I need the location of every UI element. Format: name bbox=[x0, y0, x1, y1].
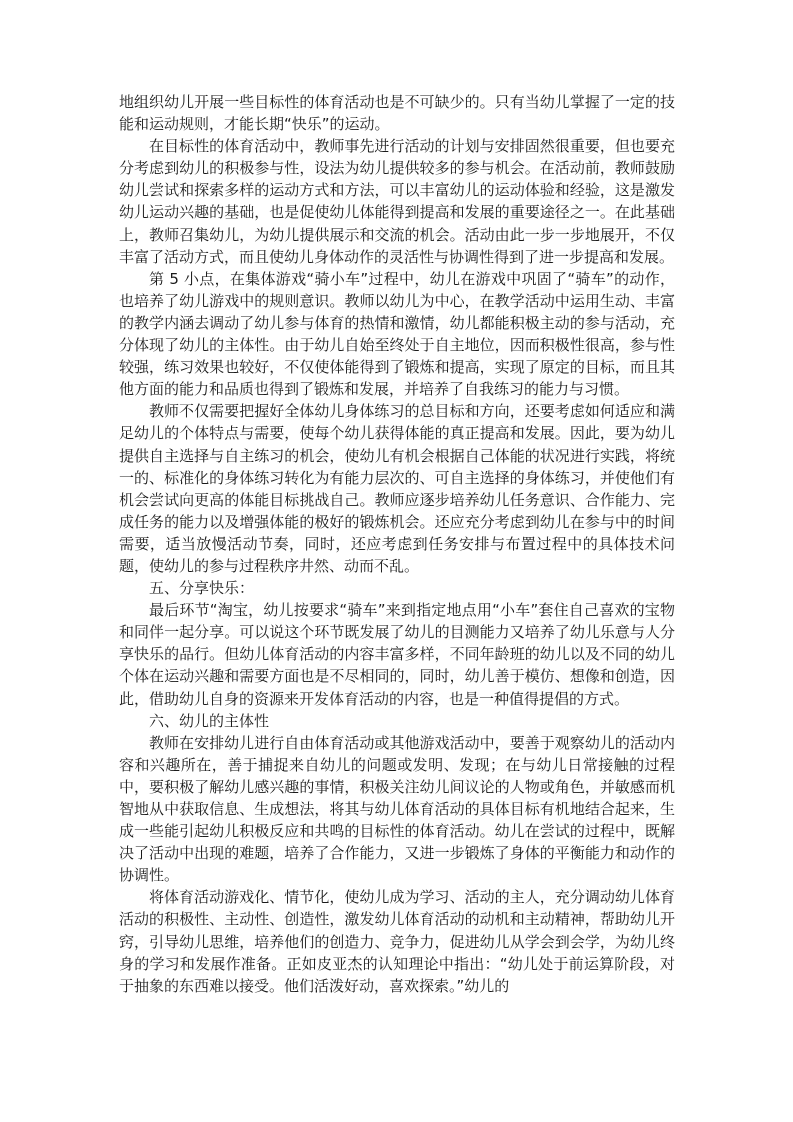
paragraph-7: 将体育活动游戏化、情节化，使幼儿成为学习、活动的主人，充分调动幼儿体育活动的积极性、主动性、创造性，激发幼儿体育活动的动机和主动精神，帮助幼儿开窍，引导幼儿思维，培养他们的创造力、竞争力，促进幼儿从学会到会学，为幼儿终身的学习和发展作准备。正如皮亚杰的认知理论中指出：“幼儿处于前运算阶段，对于抽象的东西难以接受。他们活泼好动，喜欢探索。”幼儿的 bbox=[119, 888, 675, 995]
paragraph-3: 第 5 小点，在集体游戏“骑小车”过程中，幼儿在游戏中巩固了“骑车”的动作，也培养了幼儿游戏中的规则意识。教师以幼儿为中心，在教学活动中运用生动、丰富的教学内涵去调动了幼儿参与体育的热情和激情，幼儿都能积极主动的参与活动，充分体现了幼儿的主体性。由于幼儿自始至终处于自主地位，因而积极性很高，参与性较强，练习效果也较好，不仅使体能得到了锻炼和提高，实现了原定的目标，而且其他方面的能力和品质也得到了锻炼和发展，并培养了自我练习的能力与习惯。 bbox=[119, 269, 675, 399]
document-page bbox=[119, 91, 675, 997]
paragraph-6: 教师在安排幼儿进行自由体育活动或其他游戏活动中，要善于观察幼儿的活动内容和兴趣所在，善于捕捉来自幼儿的问题或发明、发现；在与幼儿日常接触的过程中，要积极了解幼儿感兴趣的事情，积极关注幼儿间议论的人物或角色，并敏感而机智地从中获取信息、生成想法，将其与幼儿体育活动的具体目标有机地结合起来，生成一些能引起幼儿积极反应和共鸣的目标性的体育活动。幼儿在尝试的过程中，既解决了活动中出现的难题，培养了合作能力，又进一步锻炼了身体的平衡能力和动作的协调性。 bbox=[119, 733, 675, 885]
paragraph-5: 最后环节“淘宝，幼儿按要求“骑车”来到指定地点用“小车”套住自己喜欢的宝物和同伴一起分享。可以说这个环节既发展了幼儿的目测能力又培养了幼儿乐意与人分享快乐的品行。但幼儿体育活动的内容丰富多样，不同年龄班的幼儿以及不同的幼儿个体在运动兴趣和需要方面也是不尽相同的，同时，幼儿善于模仿、想像和创造，因此，借助幼儿自身的资源来开发体育活动的内容，也是一种值得提倡的方式。 bbox=[119, 601, 675, 708]
section-heading-6: 六、幼儿的主体性 bbox=[149, 711, 270, 730]
paragraph-4: 教师不仅需要把握好全体幼儿身体练习的总目标和方向，还要考虑如何适应和满足幼儿的个体特点与需要，使每个幼儿获得体能的真正提高和发展。因此，要为幼儿提供自主选择与自主练习的机会，使幼儿有机会根据自己体能的状况进行实践，将统一的、标准化的身体练习转化为有能力层次的、可自主选择的身体练习，并使他们有机会尝试向更高的体能目标挑战自己。教师应逐步培养幼儿任务意识、合作能力、完成任务的能力以及增强体能的极好的锻炼机会。还应充分考虑到幼儿在参与中的时间需要，适当放慢活动节奏，同时，还应考虑到任务安排与布置过程中的具体技术问题，使幼儿的参与过程秩序井然、动而不乱。 bbox=[119, 402, 675, 575]
section-heading-5: 五、分享快乐： bbox=[149, 579, 255, 598]
paragraph-1: 地组织幼儿开展一些目标性的体育活动也是不可缺少的。只有当幼儿掌握了一定的技能和运动规则，才能长期“快乐”的运动。 bbox=[119, 93, 675, 134]
paragraph-2: 在目标性的体育活动中，教师事先进行活动的计划与安排固然很重要，但也要充分考虑到幼儿的积极参与性，设法为幼儿提供较多的参与机会。在活动前，教师鼓励幼儿尝试和探索多样的运动方式和方法，可以丰富幼儿的运动体验和经验，这是激发幼儿运动兴趣的基础，也是促使幼儿体能得到提高和发展的重要途径之一。在此基础上，教师召集幼儿，为幼儿提供展示和交流的机会。活动由此一步一步地展开，不仅丰富了活动方式，而且使幼儿身体动作的灵活性与协调性得到了进一步提高和发展。 bbox=[119, 137, 675, 266]
